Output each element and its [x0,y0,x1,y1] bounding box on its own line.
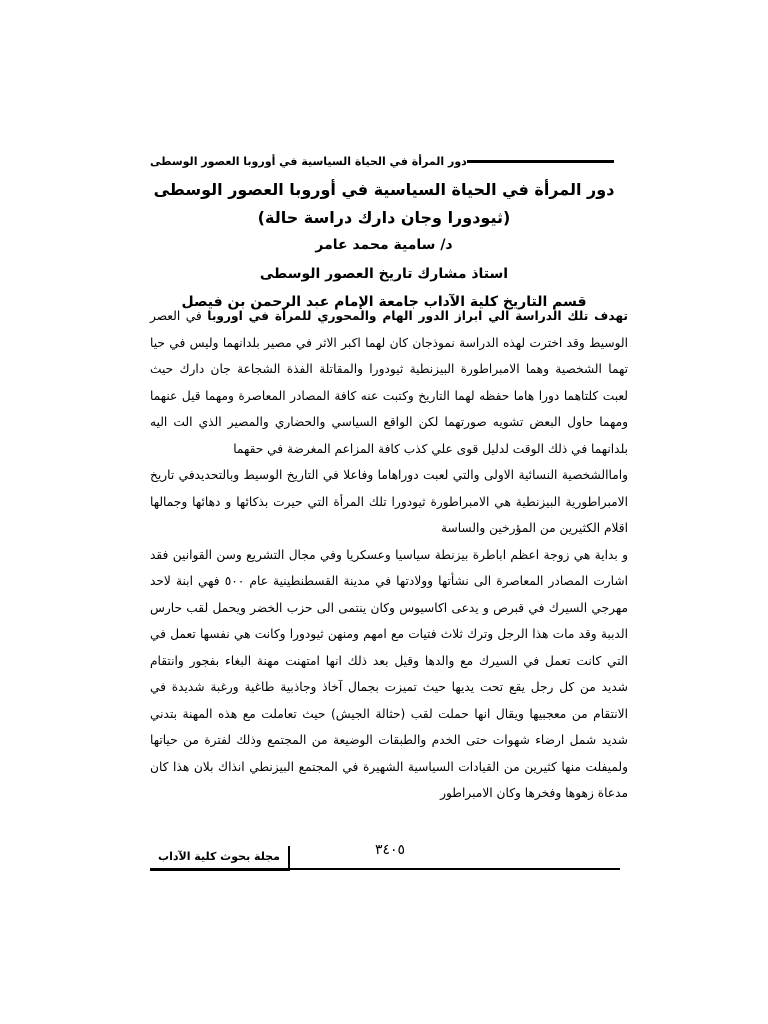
author-affiliation: قسم التاريخ كلية الآداب جامعة الإمام عبد الرحمن بن فيصل [181,294,587,310]
footer-rule [288,868,620,870]
page-footer [150,840,620,880]
article-subtitle: (ثيودورا وجان دارك دراسة حالة) [257,208,511,227]
journal-name: مجلة بحوث كلية الآداب [158,850,280,863]
author-name: د/ سامية محمد عامر [315,237,453,253]
paragraph-lead-bold: تهدف تلك الدراسة الي ابراز الدور الهام والمحوري للمرأة في اوروبا [207,309,628,323]
page-number: ٣٤٠٥ [374,842,406,858]
article-body [150,303,628,807]
author-position: استاذ مشارك تاريخ العصور الوسطى [259,266,509,282]
running-header [150,150,620,172]
paragraph: واماالشخصية النسائية الاولى والتي لعبت دوراهاما وفاعلا في التاريخ الوسيط وبالتحديدفي تاريخ الامبراطورية البيزنطية هي الامبراطورة ثيودورا تلك المرأة التي حيرت بذكائها و دهائها وجمالها اقلام الكثيرين من المؤرخين والساسة [150,468,628,535]
paragraph: و بداية هي زوجة اعظم اباطرة بيزنطة سياسيا وعسكريا وفي مجال التشريع وسن القوانين فقد اشارت المصادر المعاصرة الى نشأتها وولادتها في مدينة القسطنطينية عام ٥٠٠ فهي ابنة لاحد مهرجي السيرك في قبرص و يدعى اكاسيوس وكان ينتمى الى حزب الخضر ويحمل لقب حارس الدببة وقد مات هذا الرجل وترك ثلاث فتيات مع امهم ومنهن ثيودورا وكانت هي نفسها تعمل في التي كانت تعمل في السيرك مع والدها وقيل بعد ذلك انها امتهنت مهنة البغاء بفجور وانتقام شديد من كل رجل يقع تحت يديها حيث تميزت بجمال آخاذ وجاذبية طاغية ورغبة شديدة في الانتقام من معجبيها ويقال انها حملت لقب (حثالة الجيش) حيث تعاملت مع هذه المهنة بتدني شديد شمل ارضاء شهوات حتى الخدم والطبقات الوضيعة من المجتمع وذلك لفترة من حياتها ولميفلت منها كثيرين من القيادات السياسية الشهيرة في المجتمع البيزنطي انذاك بلان هذا كان مدعاة زهوها وفخرها وكان الامبراطور [150,547,628,800]
paragraph [150,303,628,462]
running-header-rule [467,160,614,163]
title-block [100,175,668,316]
running-header-text: دور المرأة في الحياة السياسية في أوروبا العصور الوسطى [150,154,467,168]
paragraph-text: في العصر الوسيط وقد اخترت لهذه الدراسة نموذجان كان لهما اكبر الاثر في مصير بلدانهما وليس في حيا تهما الشخصية وهما الامبراطورة البيزنطية ثيودورا والمقاتلة الفذة الشجاعة جان دارك حيث لعبت كلتاهما دورا هاما حفظه لهما التاريخ وكتبت عنه كافة المصادر المعاصرة ومهما قيل عنهما ومهما حاول البعض تشويه صورتهما لكن الواقع السياسي والحضاري والمصير الذي الت اليه بلدانهما في ذلك الوقت لدليل قوى علي كذب كافة المزاعم المغرضة في حقهما [150,309,628,456]
article-title: دور المرأة في الحياة السياسية في أوروبا العصور الوسطى [153,180,615,199]
